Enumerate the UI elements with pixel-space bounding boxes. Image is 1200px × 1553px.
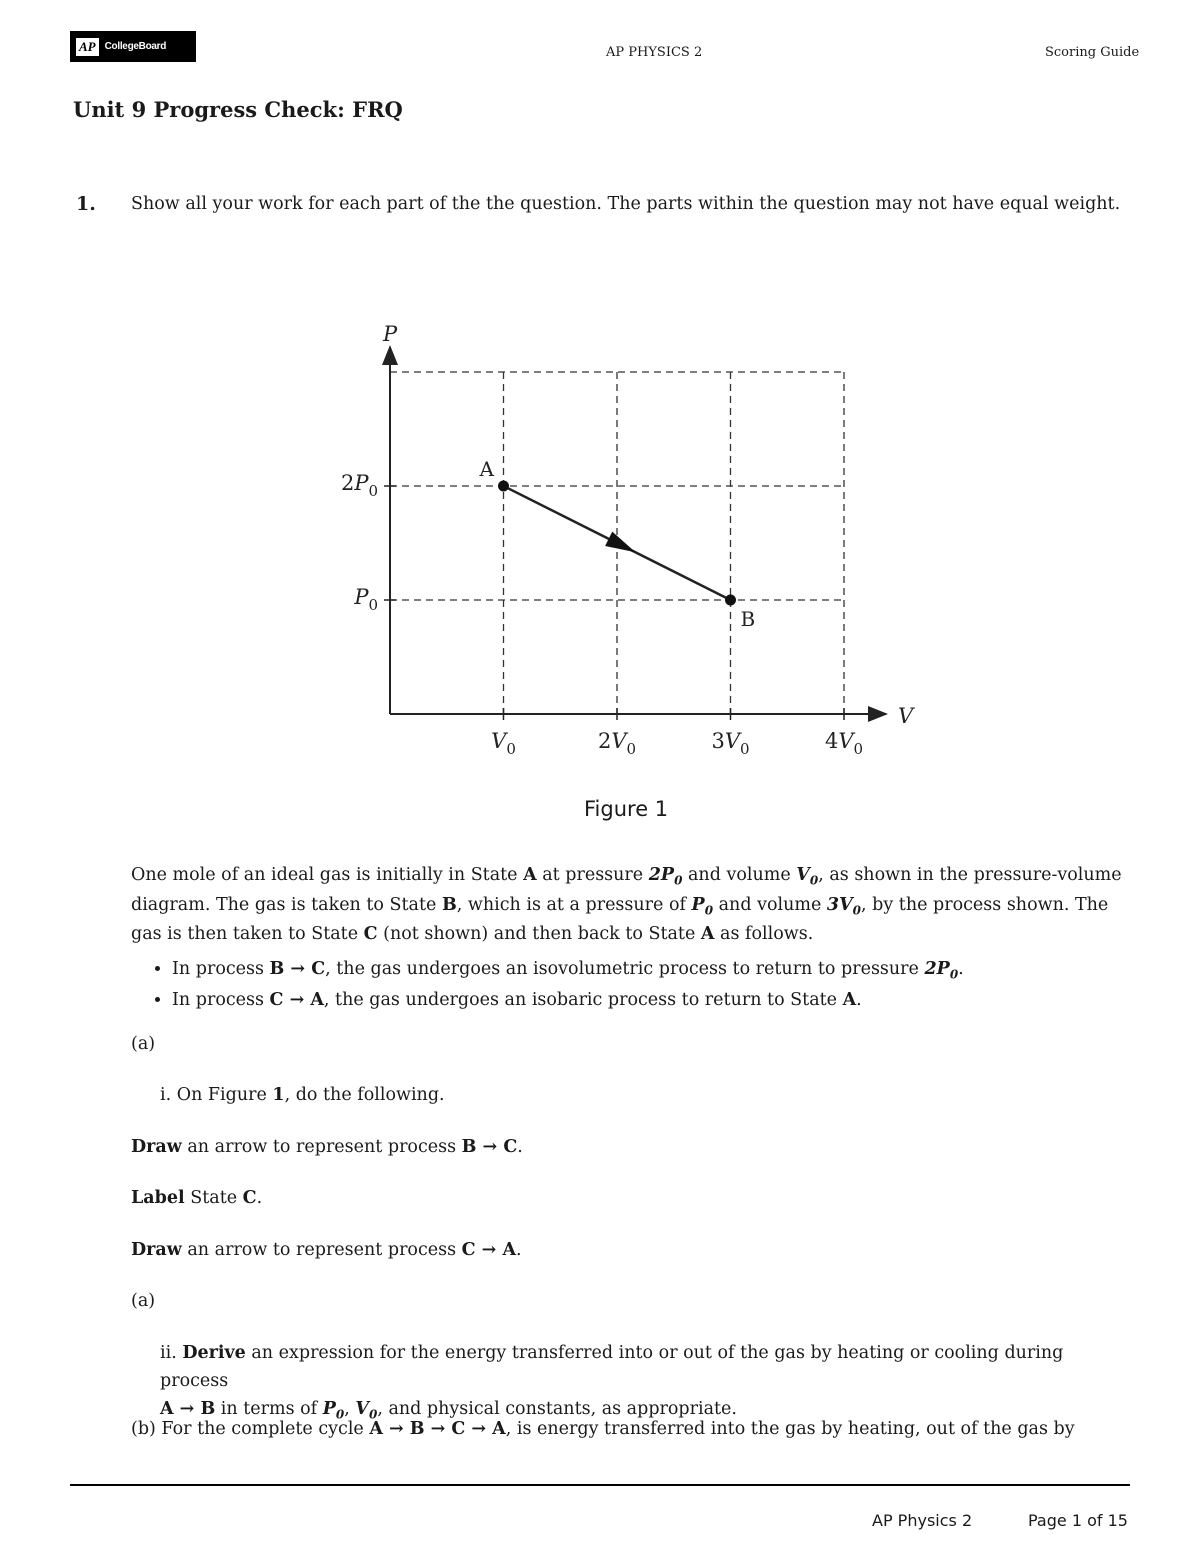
college-board-logo-text: CollegeBoard <box>104 41 167 52</box>
list-item: • In process C → A, the gas undergoes an isobaric process to return to State A. <box>172 988 1140 1013</box>
question-number: 1. <box>76 193 96 215</box>
footer-page-number: Page 1 of 15 <box>1028 1511 1128 1530</box>
draw-bc-instruction: Draw an arrow to represent process B → C. <box>131 1137 523 1157</box>
y-tick-label: $P_0$ <box>354 585 378 614</box>
part-a-label: (a) <box>131 1034 156 1054</box>
state-point-b <box>725 595 736 606</box>
ap-logo-text: AP <box>76 38 99 56</box>
state-point-a <box>498 481 509 492</box>
part-a2-label: (a) <box>131 1291 156 1311</box>
y-tick-label: $2P_0$ <box>340 471 378 500</box>
header-scoring-guide: Scoring Guide <box>1045 45 1140 60</box>
list-item: • In process B → C, the gas undergoes an isovolumetric process to return to pressure $2P_0$. <box>172 957 1140 988</box>
problem-intro: One mole of an ideal gas is initially in State A at pressure $2P_0$ and volume $V_0$, as shown in the pressure-volume diagram. The gas is taken to State B, which is at a pressure of $P_0$ and volume $3V_0$, by the process shown. The gas is then taken to State C (not shown) and then back to State A as follows. <box>131 865 1122 944</box>
x-tick-label: $2V_0$ <box>597 729 637 758</box>
x-tick-label: $V_0$ <box>491 729 516 758</box>
state-label-b: B <box>740 607 756 631</box>
x-tick-label: $4V_0$ <box>824 729 864 758</box>
header-course: AP PHYSICS 2 <box>606 45 703 60</box>
x-tick-label: $3V_0$ <box>711 729 750 758</box>
draw-ca-instruction: Draw an arrow to represent process C → A. <box>131 1240 522 1260</box>
state-label-a: A <box>479 457 494 481</box>
college-board-logo <box>70 31 196 62</box>
process-list <box>150 957 1140 1013</box>
part-b: (b) For the complete cycle A → B → C → A, is energy transferred into the gas by heating, out of the gas by <box>131 1419 1075 1439</box>
y-axis-label: P <box>383 322 398 346</box>
page-title: Unit 9 Progress Check: FRQ <box>73 97 403 122</box>
part-a-ii: ii. Derive an expression for the energy transferred into or out of the gas by heating or cooling during process A → B in terms of $P_0$, $V_0$, and physical constants, as appropriate. <box>160 1343 1064 1422</box>
footer-course: AP Physics 2 <box>872 1511 973 1530</box>
figure-caption: Figure 1 <box>584 797 669 821</box>
part-a-i: i. On Figure 1, do the following. <box>160 1085 445 1105</box>
footer-divider <box>70 1484 1130 1486</box>
process-ab-arrowhead <box>605 532 639 560</box>
pv-diagram <box>320 315 940 775</box>
x-axis-label: V <box>898 704 914 728</box>
label-c-instruction: Label State C. <box>131 1188 263 1208</box>
question-instructions: Show all your work for each part of the the question. The parts within the question may not have equal weight. <box>131 194 1121 214</box>
